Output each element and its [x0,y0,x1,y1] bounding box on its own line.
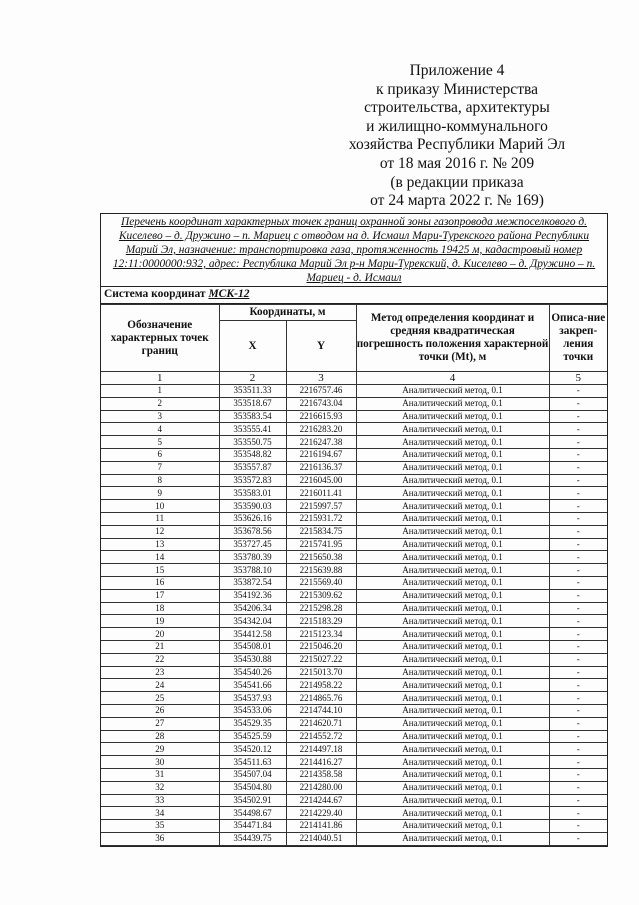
x-value: 354471.84 [219,820,286,833]
desc-value: - [549,640,607,653]
heading-line: (в редакции приказа [390,173,524,191]
point-id: 22 [101,653,219,666]
y-value: 2215741.95 [286,538,356,551]
method-value: Аналитический метод, 0.1 [356,820,549,833]
y-value: 2214416.27 [286,756,356,769]
desc-value: - [549,474,607,487]
col-number: 2 [219,372,286,385]
y-value: 2215183.29 [286,615,356,628]
method-value: Аналитический метод, 0.1 [356,832,549,845]
desc-value: - [549,615,607,628]
desc-value: - [549,794,607,807]
x-value: 353583.54 [219,410,286,423]
point-id: 7 [101,461,219,474]
table-row [101,602,607,615]
point-id: 14 [101,551,219,564]
y-value: 2215046.20 [286,640,356,653]
desc-value: - [549,500,607,513]
desc-value: - [549,730,607,743]
y-value: 2215834.75 [286,525,356,538]
y-value: 2214744.10 [286,704,356,717]
method-value: Аналитический метод, 0.1 [356,602,549,615]
method-value: Аналитический метод, 0.1 [356,397,549,410]
y-value: 2215639.88 [286,564,356,577]
y-value: 2214620.71 [286,717,356,730]
x-value: 354540.26 [219,666,286,679]
x-value: 353518.67 [219,397,286,410]
point-id: 18 [101,602,219,615]
y-value: 2216283.20 [286,423,356,436]
coordinate-system-value: МСК-12 [208,288,250,300]
header-point: Обозначение характерных точек границ [101,305,219,372]
point-id: 33 [101,794,219,807]
x-value: 354511.63 [219,756,286,769]
x-value: 353557.87 [219,461,286,474]
point-id: 15 [101,564,219,577]
x-value: 354192.36 [219,589,286,602]
heading-line: хозяйства Республики Марий Эл [348,136,566,154]
heading-line: от 18 мая 2016 г. № 209 [379,154,535,172]
table-row [101,564,607,577]
method-value: Аналитический метод, 0.1 [356,448,549,461]
table-row [101,500,607,513]
point-id: 35 [101,820,219,833]
method-value: Аналитический метод, 0.1 [356,525,549,538]
point-id: 13 [101,538,219,551]
method-value: Аналитический метод, 0.1 [356,589,549,602]
method-value: Аналитический метод, 0.1 [356,538,549,551]
col-number: 5 [549,372,607,385]
table-row [101,756,607,769]
point-id: 25 [101,692,219,705]
x-value: 354520.12 [219,743,286,756]
point-id: 24 [101,679,219,692]
y-value: 2216194.67 [286,448,356,461]
desc-value: - [549,410,607,423]
point-id: 10 [101,500,219,513]
header-coords: Координаты, м [219,305,356,321]
x-value: 353788.10 [219,564,286,577]
table-row [101,512,607,525]
desc-value: - [549,717,607,730]
x-value: 354439.75 [219,832,286,845]
method-value: Аналитический метод, 0.1 [356,410,549,423]
table-row [101,743,607,756]
y-value: 2215123.34 [286,628,356,641]
y-value: 2214552.72 [286,730,356,743]
x-value: 354508.01 [219,640,286,653]
y-value: 2215013.70 [286,666,356,679]
desc-value: - [549,487,607,500]
table-row [101,692,607,705]
table-row [101,538,607,551]
desc-value: - [549,653,607,666]
method-value: Аналитический метод, 0.1 [356,385,549,398]
method-value: Аналитический метод, 0.1 [356,781,549,794]
x-value: 354507.04 [219,768,286,781]
table-row [101,679,607,692]
y-value: 2215298.28 [286,602,356,615]
y-value: 2216045.00 [286,474,356,487]
desc-value: - [549,589,607,602]
point-id: 8 [101,474,219,487]
table-row [101,385,607,398]
y-value: 2214280.00 [286,781,356,794]
desc-value: - [549,576,607,589]
point-id: 4 [101,423,219,436]
table-row [101,615,607,628]
desc-value: - [549,564,607,577]
point-id: 20 [101,628,219,641]
desc-value: - [549,551,607,564]
x-value: 353548.82 [219,448,286,461]
y-value: 2216011.41 [286,487,356,500]
method-value: Аналитический метод, 0.1 [356,640,549,653]
desc-value: - [549,832,607,845]
table-row [101,423,607,436]
method-value: Аналитический метод, 0.1 [356,730,549,743]
x-value: 353590.03 [219,500,286,513]
y-value: 2215569.40 [286,576,356,589]
method-value: Аналитический метод, 0.1 [356,487,549,500]
table-row [101,704,607,717]
table-row [101,820,607,833]
table-row [101,487,607,500]
method-value: Аналитический метод, 0.1 [356,615,549,628]
method-value: Аналитический метод, 0.1 [356,551,549,564]
header-y: Y [286,321,356,372]
desc-value: - [549,538,607,551]
point-id: 31 [101,768,219,781]
x-value: 353872.54 [219,576,286,589]
method-value: Аналитический метод, 0.1 [356,512,549,525]
table-row [101,410,607,423]
x-value: 354412.58 [219,628,286,641]
point-id: 5 [101,436,219,449]
heading-line: строительства, архитектуры [364,99,550,117]
y-value: 2214865.76 [286,692,356,705]
appendix-heading [347,62,567,211]
x-value: 353555.41 [219,423,286,436]
header-x: X [219,321,286,372]
y-value: 2216247.38 [286,436,356,449]
method-value: Аналитический метод, 0.1 [356,666,549,679]
method-value: Аналитический метод, 0.1 [356,564,549,577]
method-value: Аналитический метод, 0.1 [356,461,549,474]
point-id: 19 [101,615,219,628]
header-method: Метод определения координат и средняя квадратическая погрешность положения характерной точки (Mt), м [356,305,549,372]
y-value: 2215997.57 [286,500,356,513]
table-row [101,730,607,743]
point-id: 29 [101,743,219,756]
table-row [101,448,607,461]
heading-line: к приказу Министерства [376,80,538,98]
desc-value: - [549,820,607,833]
table-row [101,717,607,730]
y-value: 2214958.22 [286,679,356,692]
desc-value: - [549,461,607,474]
coordinates-table [101,304,607,846]
table-row [101,576,607,589]
table-body [101,385,607,846]
method-value: Аналитический метод, 0.1 [356,679,549,692]
x-value: 354533.06 [219,704,286,717]
table-row [101,666,607,679]
desc-value: - [549,743,607,756]
desc-value: - [549,679,607,692]
x-value: 353780.39 [219,551,286,564]
x-value: 353678.56 [219,525,286,538]
coordinates-table-block [100,213,608,847]
method-value: Аналитический метод, 0.1 [356,756,549,769]
y-value: 2215650.38 [286,551,356,564]
point-id: 11 [101,512,219,525]
point-id: 16 [101,576,219,589]
x-value: 353511.33 [219,385,286,398]
desc-value: - [549,448,607,461]
method-value: Аналитический метод, 0.1 [356,768,549,781]
x-value: 353727.45 [219,538,286,551]
method-value: Аналитический метод, 0.1 [356,807,549,820]
coordinate-system [101,287,607,304]
point-id: 17 [101,589,219,602]
coordinate-system-label: Система координат [104,288,206,300]
desc-value: - [549,768,607,781]
method-value: Аналитический метод, 0.1 [356,653,549,666]
method-value: Аналитический метод, 0.1 [356,436,549,449]
table-row [101,461,607,474]
method-value: Аналитический метод, 0.1 [356,500,549,513]
point-id: 28 [101,730,219,743]
point-id: 26 [101,704,219,717]
method-value: Аналитический метод, 0.1 [356,704,549,717]
table-row [101,525,607,538]
y-value: 2216757.46 [286,385,356,398]
method-value: Аналитический метод, 0.1 [356,743,549,756]
x-value: 354529.35 [219,717,286,730]
desc-value: - [549,692,607,705]
desc-value: - [549,423,607,436]
method-value: Аналитический метод, 0.1 [356,474,549,487]
point-id: 34 [101,807,219,820]
point-id: 36 [101,832,219,845]
table-row [101,794,607,807]
heading-line: от 24 марта 2022 г. № 169) [370,192,544,210]
table-row [101,781,607,794]
table-row [101,768,607,781]
table-row [101,551,607,564]
method-value: Аналитический метод, 0.1 [356,423,549,436]
x-value: 354541.66 [219,679,286,692]
y-value: 2214141.86 [286,820,356,833]
point-id: 30 [101,756,219,769]
table-row [101,653,607,666]
y-value: 2216136.37 [286,461,356,474]
x-value: 353626.16 [219,512,286,525]
desc-value: - [549,385,607,398]
point-id: 6 [101,448,219,461]
x-value: 353572.83 [219,474,286,487]
col-number: 1 [101,372,219,385]
y-value: 2215931.72 [286,512,356,525]
x-value: 354537.93 [219,692,286,705]
y-value: 2214040.51 [286,832,356,845]
x-value: 354504.80 [219,781,286,794]
col-number: 4 [356,372,549,385]
desc-value: - [549,704,607,717]
heading-line: Приложение 4 [409,62,505,79]
point-id: 32 [101,781,219,794]
table-row [101,474,607,487]
desc-value: - [549,436,607,449]
method-value: Аналитический метод, 0.1 [356,576,549,589]
desc-value: - [549,807,607,820]
point-id: 2 [101,397,219,410]
x-value: 354206.34 [219,602,286,615]
x-value: 354342.04 [219,615,286,628]
table-title: Перечень координат характерных точек границ охранной зоны газопровода межпоселкового д. Киселево – д. Дружино – п. Мариец с отводом на д. Исмаил Мари-Турекского района Республики Марий Эл, назначение: транспортировка газа, протяженность 19425 м, кадастровый номер 12:11:0000000:932, адрес: Республика Марий Эл р-н Мари-Турекский, д. Киселево – д. Дружино – п. Мариец - д. Исмаил [101,214,607,287]
table-row [101,628,607,641]
table-row [101,589,607,602]
point-id: 23 [101,666,219,679]
desc-value: - [549,397,607,410]
y-value: 2214229.40 [286,807,356,820]
heading-line: и жилищно-коммунального [366,117,548,135]
x-value: 353583.01 [219,487,286,500]
method-value: Аналитический метод, 0.1 [356,794,549,807]
desc-value: - [549,666,607,679]
x-value: 354502.91 [219,794,286,807]
method-value: Аналитический метод, 0.1 [356,717,549,730]
x-value: 354525.59 [219,730,286,743]
method-value: Аналитический метод, 0.1 [356,692,549,705]
method-value: Аналитический метод, 0.1 [356,628,549,641]
desc-value: - [549,628,607,641]
x-value: 354498.67 [219,807,286,820]
desc-value: - [549,756,607,769]
desc-value: - [549,525,607,538]
table-row [101,640,607,653]
y-value: 2214244.67 [286,794,356,807]
y-value: 2216743.04 [286,397,356,410]
point-id: 12 [101,525,219,538]
table-row [101,807,607,820]
y-value: 2215027.22 [286,653,356,666]
point-id: 21 [101,640,219,653]
table-row [101,436,607,449]
point-id: 3 [101,410,219,423]
table-row [101,832,607,845]
y-value: 2215309.62 [286,589,356,602]
x-value: 354530.88 [219,653,286,666]
desc-value: - [549,602,607,615]
point-id: 1 [101,385,219,398]
header-desc: Описа-ние закреп-ления точки [549,305,607,372]
point-id: 9 [101,487,219,500]
y-value: 2214358.58 [286,768,356,781]
y-value: 2214497.18 [286,743,356,756]
desc-value: - [549,781,607,794]
table-row [101,397,607,410]
desc-value: - [549,512,607,525]
y-value: 2216615.93 [286,410,356,423]
point-id: 27 [101,717,219,730]
x-value: 353550.75 [219,436,286,449]
col-number: 3 [286,372,356,385]
